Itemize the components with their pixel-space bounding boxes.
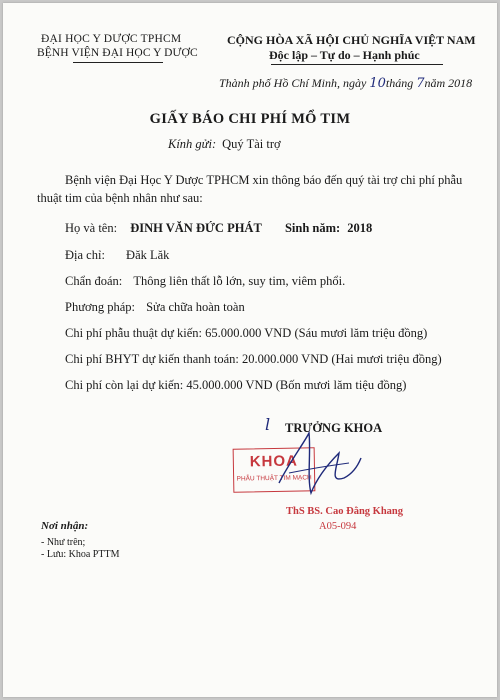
handwritten-signature — [249, 423, 369, 508]
method-line — [65, 300, 245, 315]
stamp-line-2: PHẪU THUẬT TIM MẠCH — [236, 474, 312, 483]
address-line — [65, 248, 169, 263]
date-month-label: tháng — [385, 76, 414, 90]
salutation — [168, 137, 281, 152]
recipients-title: Nơi nhận: — [41, 520, 89, 532]
date-line — [219, 76, 472, 91]
nation-line-1: CỘNG HÒA XÃ HỘI CHỦ NGHĨA VIỆT NAM — [227, 33, 476, 47]
signer-name: ThS BS. Cao Đằng Khang — [286, 506, 404, 517]
intro-line-2: thuật tim của bệnh nhân như sau: — [37, 191, 203, 205]
birth-label: Sinh năm: — [284, 221, 341, 235]
salutation-value: Quý Tài trợ — [222, 137, 281, 151]
diagnosis-line — [65, 274, 345, 289]
date-month: 7 — [416, 76, 425, 91]
diagnosis-value: Thông liên thất lỗ lớn, suy tim, viêm phổi. — [133, 274, 346, 288]
org-underline — [73, 62, 163, 63]
nation-line-2: Độc lập – Tự do – Hạnh phúc — [269, 48, 420, 62]
signer-code: A05-094 — [319, 521, 357, 532]
cost-surgery: Chi phí phẫu thuật dự kiến: 65.000.000 VND (Sáu mươi lăm triệu đồng) — [65, 326, 428, 340]
address-label: Địa chỉ: — [65, 248, 105, 262]
patient-name: ĐINH VĂN ĐỨC PHÁT — [130, 221, 262, 235]
signature-mark: l — [265, 415, 271, 434]
org-line-2: BỆNH VIỆN ĐẠI HỌC Y DƯỢC — [37, 47, 198, 59]
recipient-item: - Như trên; — [41, 537, 86, 548]
patient-name-line — [65, 221, 372, 236]
date-year: năm 2018 — [424, 76, 473, 90]
address-value: Đăk Lăk — [126, 248, 170, 262]
salutation-label: Kính gửi: — [168, 137, 217, 151]
intro-line-1: Bệnh viện Đại Học Y Dược TPHCM xin thông báo đến quý tài trợ chi phí phẫu — [65, 173, 463, 187]
recipient-item: - Lưu: Khoa PTTM — [41, 549, 120, 560]
cost-insurance: Chi phí BHYT dự kiến thanh toán: 20.000.000 VND (Hai mươi triệu đồng) — [65, 352, 442, 366]
cost-remaining: Chi phí còn lại dự kiến: 45.000.000 VND (Bốn mươi lăm tiệu đồng) — [65, 378, 407, 392]
stamp-line-1: KHOA — [249, 452, 299, 471]
name-label: Họ và tên: — [65, 221, 118, 235]
method-value: Sửa chữa hoàn toàn — [146, 300, 245, 314]
document-sheet — [3, 3, 497, 697]
method-label: Phương pháp: — [65, 300, 135, 314]
date-prefix: Thành phố Hồ Chí Minh, ngày — [219, 76, 367, 90]
diagnosis-label: Chẩn đoán: — [65, 274, 123, 288]
org-line-1: ĐẠI HỌC Y DƯỢC TPHCM — [41, 33, 182, 45]
nation-underline — [271, 64, 443, 65]
signer-title: TRƯỞNG KHOA — [285, 421, 383, 435]
document-title: GIẤY BÁO CHI PHÍ MỔ TIM — [149, 111, 351, 127]
date-day: 10 — [369, 76, 386, 91]
birth-year: 2018 — [347, 221, 373, 235]
